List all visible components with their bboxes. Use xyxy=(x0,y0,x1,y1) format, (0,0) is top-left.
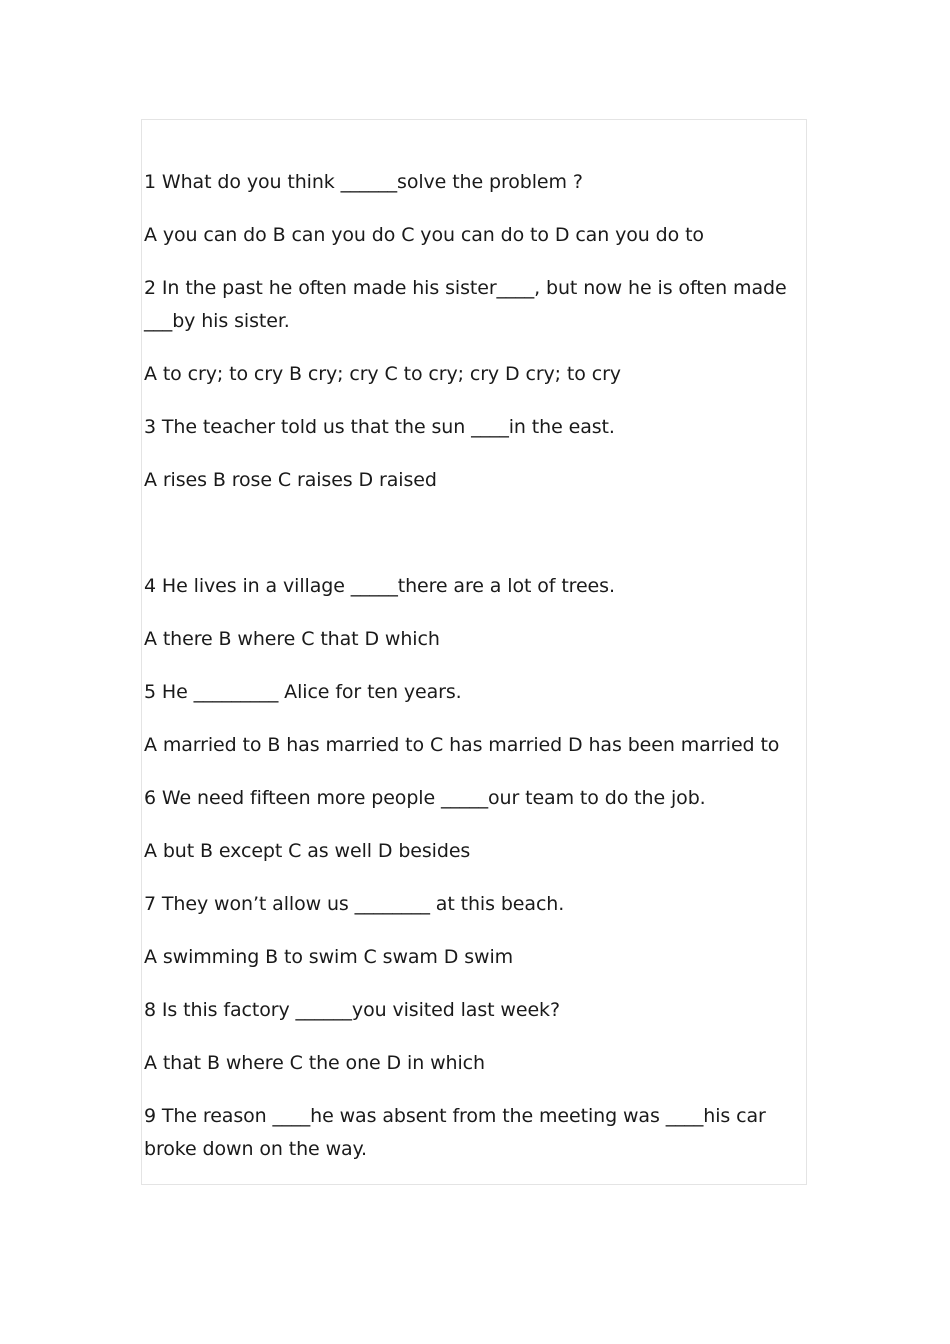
options-2: A to cry; to cry B cry; cry C to cry; cry D cry; to cry xyxy=(144,363,621,385)
question-3: 3 The teacher told us that the sun ____in the east. xyxy=(144,416,615,438)
question-6: 6 We need fifteen more people _____our team to do the job. xyxy=(144,787,706,809)
options-3: A rises B rose C raises D raised xyxy=(144,469,437,491)
options-5: A married to B has married to C has married D has been married to xyxy=(144,734,780,756)
question-9: 9 The reason ____he was absent from the meeting was ____his car broke down on the way. xyxy=(144,1105,772,1160)
document-body xyxy=(144,166,804,1186)
question-8: 8 Is this factory ______you visited last week? xyxy=(144,999,560,1021)
question-7: 7 They won’t allow us ________ at this beach. xyxy=(144,893,565,915)
options-4: A there B where C that D which xyxy=(144,628,440,650)
options-1: A you can do B can you do C you can do to D can you do to xyxy=(144,224,704,246)
options-7: A swimming B to swim C swam D swim xyxy=(144,946,514,968)
question-2: 2 In the past he often made his sister____, but now he is often made ___by his sister. xyxy=(144,277,793,332)
options-6: A but B except C as well D besides xyxy=(144,840,471,862)
question-4: 4 He lives in a village _____there are a lot of trees. xyxy=(144,575,615,597)
options-8: A that B where C the one D in which xyxy=(144,1052,485,1074)
question-1: 1 What do you think ______solve the problem ? xyxy=(144,171,583,193)
question-5: 5 He _________ Alice for ten years. xyxy=(144,681,462,703)
